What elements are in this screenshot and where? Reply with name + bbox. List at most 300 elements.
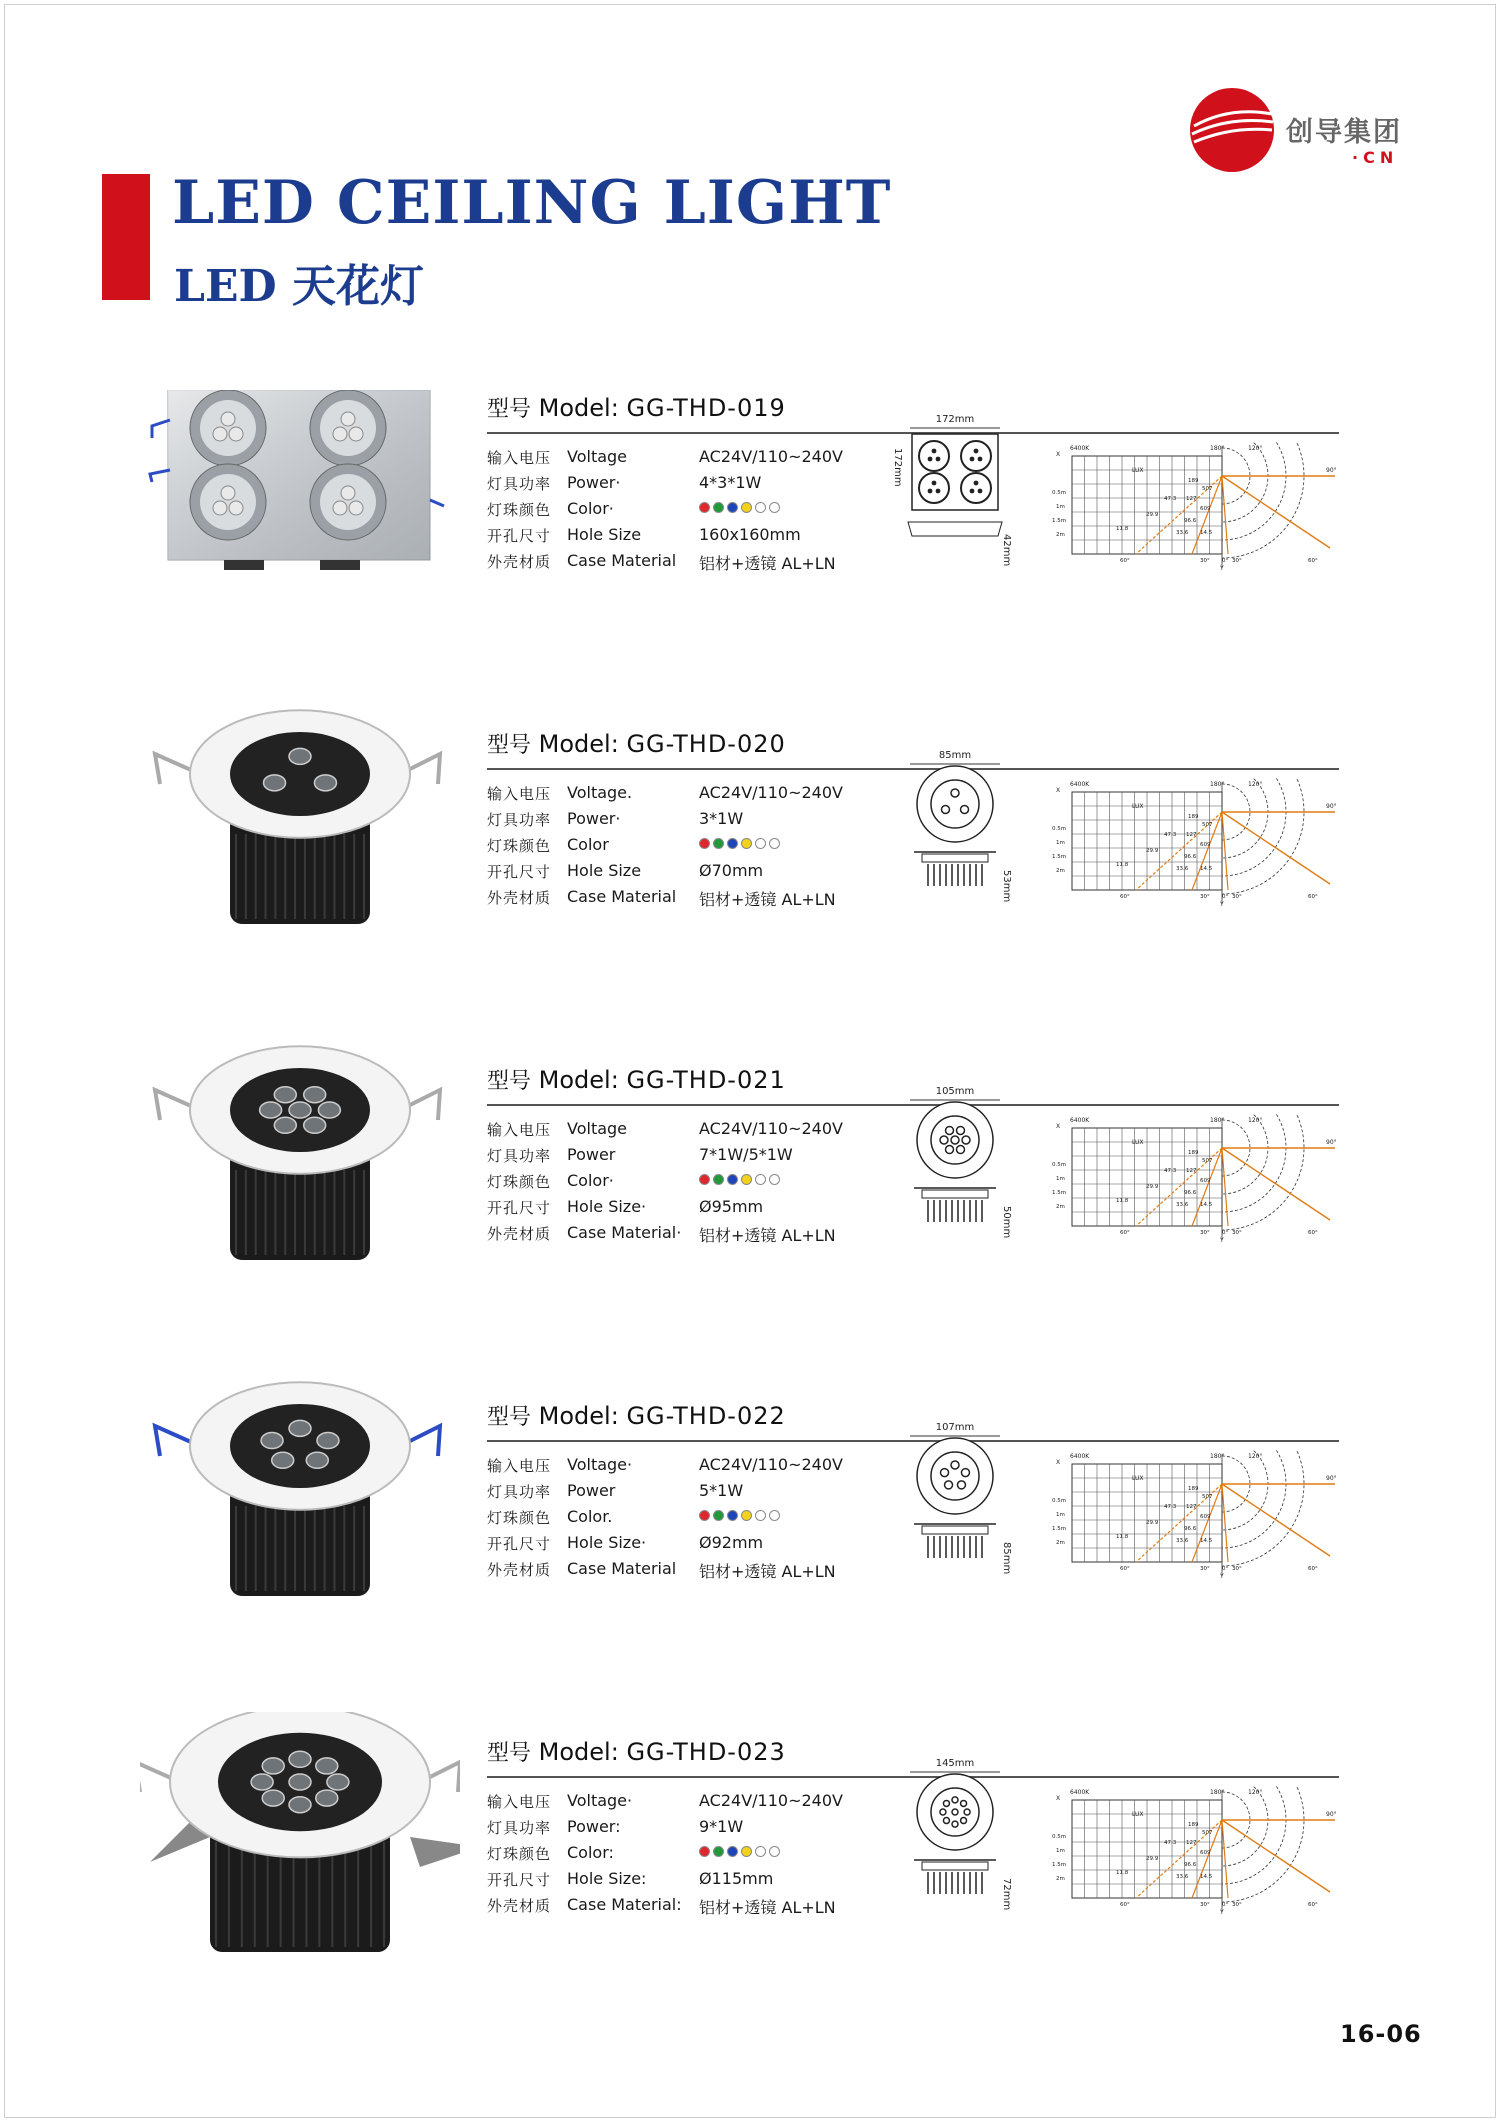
hole-size-label-en: Hole Size· <box>567 1533 647 1552</box>
dimension-drawing <box>900 1086 1010 1246</box>
led-lens <box>304 1117 326 1133</box>
cct-label: 6400K <box>1070 1789 1090 1796</box>
led-mark <box>961 1818 967 1824</box>
led-mark <box>957 1126 965 1134</box>
led-lens <box>274 1117 296 1133</box>
angle-label: 30° <box>1232 1230 1242 1236</box>
height-dimension-label: 50mm <box>1001 1206 1012 1239</box>
angle-label: 120° <box>1248 1789 1263 1796</box>
lux-value: 189 <box>1188 478 1199 484</box>
case-material-value: 铝材+透镜 AL+LN <box>699 1898 836 1917</box>
product-photo <box>140 1712 460 1972</box>
lux-value: 609 <box>1200 842 1211 848</box>
spec-row-hole-size <box>487 858 907 884</box>
model-code: GG-THD-023 <box>626 1738 786 1766</box>
lux-value: 33.6 <box>1176 1874 1189 1880</box>
angle-label: 180° <box>1210 1789 1225 1796</box>
spec-row-case-material <box>487 1892 907 1918</box>
voltage-label-cn: 输入电压 <box>487 785 552 803</box>
led-lens <box>251 1774 273 1790</box>
product-image <box>140 1712 460 1972</box>
led-mark <box>941 1469 949 1477</box>
voltage-label-en: Voltage. <box>567 783 633 802</box>
lux-value: 96.6 <box>1184 1190 1197 1196</box>
spec-list <box>487 1116 907 1246</box>
axis-y-label: Y <box>1220 1573 1224 1580</box>
page-title: LED CEILING LIGHT <box>172 168 892 238</box>
power-label-en: Power <box>567 1481 616 1500</box>
lux-value: 127 <box>1186 832 1197 838</box>
photometric-chart <box>1050 1114 1345 1244</box>
case-material-label-cn: 外壳材质 <box>487 1225 552 1243</box>
model-label-en: Model: <box>538 1402 619 1430</box>
power-label-cn: 灯具功率 <box>487 1147 552 1165</box>
lux-value: 14.5 <box>1200 1538 1213 1544</box>
spec-row-case-material <box>487 1220 907 1246</box>
angle-label: 60° <box>1308 1902 1318 1908</box>
product-gg-thd-022 <box>0 1400 1500 1700</box>
angle-label: 90° <box>1326 1139 1337 1146</box>
page-subtitle: LED 天花灯 <box>174 261 424 312</box>
color-swatch <box>727 502 738 513</box>
lux-label: LUX <box>1132 803 1144 810</box>
angle-label: 30° <box>1232 558 1242 564</box>
distance-label: 1.5m <box>1052 518 1067 524</box>
color-swatch <box>755 838 766 849</box>
angle-label: 0° <box>1222 558 1229 564</box>
product-gg-thd-019 <box>0 392 1500 692</box>
beam-line <box>1222 1484 1228 1562</box>
angle-label: 30° <box>1232 1902 1242 1908</box>
angle-label: 0° <box>1222 1902 1229 1908</box>
distance-label: 1m <box>1056 1512 1065 1518</box>
case-material-value: 铝材+透镜 AL+LN <box>699 1226 836 1245</box>
angle-label: 0° <box>1222 1566 1229 1572</box>
led-mark <box>943 1818 949 1824</box>
lux-value: 29.9 <box>1146 1856 1159 1862</box>
led-lens <box>272 1452 294 1468</box>
distance-label: 2m <box>1056 1876 1065 1882</box>
lux-label: LUX <box>1132 467 1144 474</box>
lux-value: 189 <box>1188 1486 1199 1492</box>
cct-label: 6400K <box>1070 781 1090 788</box>
lux-value: 609 <box>1200 1514 1211 1520</box>
color-swatch <box>699 1846 710 1857</box>
cct-label: 6400K <box>1070 445 1090 452</box>
led-mark <box>957 1481 965 1489</box>
axis-x-label: X <box>1056 787 1061 794</box>
lux-value: 33.6 <box>1176 1202 1189 1208</box>
lux-value: 14.5 <box>1200 1202 1213 1208</box>
voltage-label-en: Voltage· <box>567 1455 633 1474</box>
lux-value: 29.9 <box>1146 848 1159 854</box>
led-lens <box>289 1774 311 1790</box>
power-label-cn: 灯具功率 <box>487 475 552 493</box>
angle-label: 60° <box>1120 1566 1130 1572</box>
spec-row-color <box>487 1168 907 1194</box>
photometric-chart <box>1050 1450 1345 1580</box>
color-swatch <box>727 1174 738 1185</box>
model-label-cn: 型号 <box>487 397 532 422</box>
led-mark <box>936 489 941 494</box>
axis-y-label: Y <box>1220 565 1224 572</box>
spec-row-case-material <box>487 1556 907 1582</box>
color-label-en: Color· <box>567 1171 614 1190</box>
voltage-label-cn: 输入电压 <box>487 449 552 467</box>
lux-value: 29.9 <box>1146 1520 1159 1526</box>
color-swatches <box>699 502 780 513</box>
led-mark <box>936 457 941 462</box>
distance-label: 1m <box>1056 1176 1065 1182</box>
color-swatch <box>699 838 710 849</box>
angle-label: 30° <box>1200 894 1210 900</box>
lux-value: 33.6 <box>1176 1538 1189 1544</box>
side-dimension-label: 172mm <box>892 448 903 487</box>
distance-label: 2m <box>1056 532 1065 538</box>
distance-label: 1m <box>1056 1848 1065 1854</box>
led-mark <box>940 1136 948 1144</box>
spec-row-voltage <box>487 1116 907 1142</box>
led-mark <box>970 457 975 462</box>
distance-label: 0.5m <box>1052 826 1067 832</box>
color-swatch <box>713 502 724 513</box>
led-mark <box>932 481 937 486</box>
distance-label: 2m <box>1056 1204 1065 1210</box>
led-mark <box>951 1461 959 1469</box>
led-mark <box>946 1126 954 1134</box>
distance-label: 2m <box>1056 1540 1065 1546</box>
color-swatch <box>713 1846 724 1857</box>
lux-value: 11.8 <box>1116 862 1129 868</box>
voltage-value: AC24V/110~240V <box>699 1119 843 1138</box>
height-dimension-label: 42mm <box>1001 534 1012 567</box>
lux-value: 47.3 <box>1164 1504 1177 1510</box>
lux-value: 96.6 <box>1184 1526 1197 1532</box>
case-material-value: 铝材+透镜 AL+LN <box>699 554 836 573</box>
led-lens <box>289 1751 311 1767</box>
led-mark <box>957 1146 965 1154</box>
model-heading <box>487 392 786 423</box>
color-swatch <box>741 838 752 849</box>
angle-label: 30° <box>1232 1566 1242 1572</box>
spec-list <box>487 780 907 910</box>
case-material-label-en: Case Material <box>567 1559 677 1578</box>
angle-label: 30° <box>1200 1566 1210 1572</box>
voltage-value: AC24V/110~240V <box>699 1455 843 1474</box>
color-swatch <box>727 838 738 849</box>
led-mark <box>946 1146 954 1154</box>
angle-label: 60° <box>1120 1230 1130 1236</box>
led-mark <box>962 1136 970 1144</box>
led-lens <box>327 1774 349 1790</box>
led-lens <box>341 412 355 426</box>
power-label-cn: 灯具功率 <box>487 1819 552 1837</box>
led-mark <box>928 457 933 462</box>
power-label-cn: 灯具功率 <box>487 811 552 829</box>
color-label-en: Color: <box>567 1843 614 1862</box>
led-lens <box>333 427 347 441</box>
color-swatch <box>769 1846 780 1857</box>
product-gg-thd-020 <box>0 728 1500 1028</box>
color-swatch <box>769 1174 780 1185</box>
led-lens <box>229 501 243 515</box>
distance-label: 0.5m <box>1052 1162 1067 1168</box>
color-swatches <box>699 1846 780 1857</box>
case-material-label-en: Case Material: <box>567 1895 682 1914</box>
dimension-drawing <box>900 1422 1010 1582</box>
lux-value: 29.9 <box>1146 512 1159 518</box>
led-mark <box>928 489 933 494</box>
spec-row-power <box>487 806 907 832</box>
axis-y-label: Y <box>1220 1237 1224 1244</box>
lux-value: 507 <box>1202 822 1213 828</box>
spec-row-power <box>487 1142 907 1168</box>
height-dimension-label: 72mm <box>1001 1878 1012 1911</box>
hole-size-value: Ø115mm <box>699 1869 774 1888</box>
color-label-cn: 灯珠颜色 <box>487 837 552 855</box>
color-swatch <box>713 1174 724 1185</box>
angle-label: 0° <box>1222 894 1229 900</box>
case-material-label-cn: 外壳材质 <box>487 889 552 907</box>
spec-list <box>487 1788 907 1918</box>
color-label-en: Color. <box>567 1507 613 1526</box>
lux-value: 189 <box>1188 1822 1199 1828</box>
beam-line <box>1222 476 1228 554</box>
led-mark <box>952 1821 958 1827</box>
led-mark <box>945 1481 953 1489</box>
lux-value: 14.5 <box>1200 1874 1213 1880</box>
model-heading <box>487 728 786 759</box>
spec-row-voltage <box>487 1452 907 1478</box>
led-mark <box>961 806 969 814</box>
width-dimension-label: 172mm <box>935 414 975 425</box>
beam-line <box>1222 1820 1228 1898</box>
power-value: 4*3*1W <box>699 473 762 492</box>
spec-list <box>487 1452 907 1582</box>
color-swatch <box>713 838 724 849</box>
spec-row-color <box>487 496 907 522</box>
led-lens <box>260 1102 282 1118</box>
hole-size-label-cn: 开孔尺寸 <box>487 1871 552 1889</box>
distance-label: 1.5m <box>1052 1862 1067 1868</box>
model-label-en: Model: <box>538 730 619 758</box>
product-photo <box>140 1376 460 1636</box>
angle-label: 120° <box>1248 445 1263 452</box>
angle-label: 90° <box>1326 1475 1337 1482</box>
hole-size-value: Ø95mm <box>699 1197 764 1216</box>
hole-size-label-cn: 开孔尺寸 <box>487 1199 552 1217</box>
dimension-drawing <box>900 1758 1010 1918</box>
power-value: 7*1W/5*1W <box>699 1145 793 1164</box>
axis-x-label: X <box>1056 1795 1061 1802</box>
led-mark <box>961 1469 969 1477</box>
spec-row-voltage <box>487 1788 907 1814</box>
case-material-label-cn: 外壳材质 <box>487 553 552 571</box>
led-lens <box>318 1102 340 1118</box>
led-lens <box>289 1102 311 1118</box>
model-label-en: Model: <box>538 394 619 422</box>
hole-size-label-en: Hole Size <box>567 861 642 880</box>
cct-label: 6400K <box>1070 1453 1090 1460</box>
led-lens <box>221 412 235 426</box>
hole-size-value: 160x160mm <box>699 525 801 544</box>
lux-value: 609 <box>1200 1850 1211 1856</box>
color-swatch <box>755 1174 766 1185</box>
spec-row-case-material <box>487 884 907 910</box>
axis-y-label: Y <box>1220 901 1224 908</box>
hole-size-value: Ø70mm <box>699 861 764 880</box>
width-dimension-label: 105mm <box>935 1086 975 1097</box>
color-swatches <box>699 1510 780 1521</box>
color-label-en: Color <box>567 835 609 854</box>
logo-brand-text: 创导集团 <box>1286 117 1402 148</box>
lux-value: 11.8 <box>1116 1870 1129 1876</box>
hole-size-label-cn: 开孔尺寸 <box>487 527 552 545</box>
led-lens <box>289 1797 311 1813</box>
angle-label: 60° <box>1308 1230 1318 1236</box>
color-label-cn: 灯珠颜色 <box>487 1845 552 1863</box>
led-lens <box>316 1758 338 1774</box>
case-material-label-cn: 外壳材质 <box>487 1561 552 1579</box>
model-label-en: Model: <box>538 1738 619 1766</box>
angle-label: 180° <box>1210 1117 1225 1124</box>
spec-row-color <box>487 832 907 858</box>
color-swatch <box>727 1846 738 1857</box>
color-label-cn: 灯珠颜色 <box>487 1173 552 1191</box>
distance-label: 0.5m <box>1052 1834 1067 1840</box>
voltage-value: AC24V/110~240V <box>699 783 843 802</box>
product-photo <box>140 390 460 650</box>
title-accent-bar <box>102 174 150 300</box>
lux-value: 507 <box>1202 1830 1213 1836</box>
hole-size-label-cn: 开孔尺寸 <box>487 1535 552 1553</box>
led-mark <box>932 449 937 454</box>
led-lens <box>262 1758 284 1774</box>
lux-value: 96.6 <box>1184 518 1197 524</box>
lux-value: 127 <box>1186 1168 1197 1174</box>
lux-value: 507 <box>1202 1158 1213 1164</box>
angle-label: 30° <box>1200 1230 1210 1236</box>
power-value: 5*1W <box>699 1481 744 1500</box>
lux-value: 33.6 <box>1176 530 1189 536</box>
led-lens <box>262 1790 284 1806</box>
logo-disc-icon <box>1190 88 1274 172</box>
angle-label: 0° <box>1222 1230 1229 1236</box>
product-gg-thd-023 <box>0 1736 1500 2036</box>
angle-label: 30° <box>1200 558 1210 564</box>
led-lens <box>304 1087 326 1103</box>
power-label-cn: 灯具功率 <box>487 1483 552 1501</box>
color-swatch <box>699 1174 710 1185</box>
led-mark <box>952 1797 958 1803</box>
model-heading <box>487 1064 786 1095</box>
company-logo <box>1190 88 1430 174</box>
lux-label: LUX <box>1132 1475 1144 1482</box>
led-mark <box>978 457 983 462</box>
model-label-en: Model: <box>538 1066 619 1094</box>
angle-label: 120° <box>1248 781 1263 788</box>
led-lens <box>306 1452 328 1468</box>
angle-label: 60° <box>1308 1566 1318 1572</box>
beam-line <box>1222 1148 1228 1226</box>
case-material-label-cn: 外壳材质 <box>487 1897 552 1915</box>
distance-label: 1.5m <box>1052 1190 1067 1196</box>
voltage-label-en: Voltage <box>567 1119 628 1138</box>
product-image <box>140 1376 460 1636</box>
distance-label: 1.5m <box>1052 1526 1067 1532</box>
spec-row-color <box>487 1840 907 1866</box>
color-swatch <box>741 1174 752 1185</box>
spec-row-power <box>487 470 907 496</box>
color-swatch <box>755 502 766 513</box>
color-swatch <box>741 1846 752 1857</box>
led-mark <box>978 489 983 494</box>
width-dimension-label: 145mm <box>935 1758 975 1769</box>
distance-label: 0.5m <box>1052 490 1067 496</box>
angle-label: 60° <box>1308 558 1318 564</box>
spec-row-hole-size <box>487 1530 907 1556</box>
lux-value: 609 <box>1200 1178 1211 1184</box>
angle-label: 120° <box>1248 1117 1263 1124</box>
width-dimension-label: 85mm <box>938 750 972 761</box>
beam-line <box>1222 812 1228 890</box>
lux-value: 14.5 <box>1200 866 1213 872</box>
case-material-label-en: Case Material· <box>567 1223 682 1242</box>
color-swatch <box>741 502 752 513</box>
led-lens <box>213 427 227 441</box>
led-mark <box>964 1809 970 1815</box>
led-lens <box>289 1420 311 1436</box>
product-photo <box>140 704 460 964</box>
hole-size-value: Ø92mm <box>699 1533 764 1552</box>
led-lens <box>341 486 355 500</box>
axis-y-label: Y <box>1220 1909 1224 1916</box>
angle-label: 60° <box>1120 894 1130 900</box>
lux-value: 127 <box>1186 1504 1197 1510</box>
lux-value: 14.5 <box>1200 530 1213 536</box>
distance-label: 0.5m <box>1052 1498 1067 1504</box>
led-lens <box>314 775 336 791</box>
color-swatch <box>699 502 710 513</box>
hole-size-label-cn: 开孔尺寸 <box>487 863 552 881</box>
lux-value: 29.9 <box>1146 1184 1159 1190</box>
led-mark <box>974 481 979 486</box>
voltage-value: AC24V/110~240V <box>699 447 843 466</box>
angle-label: 90° <box>1326 1811 1337 1818</box>
page-number: 16-06 <box>1340 2020 1422 2048</box>
product-image <box>140 390 460 650</box>
height-dimension-label: 85mm <box>1001 1542 1012 1575</box>
case-material-label-en: Case Material <box>567 887 677 906</box>
angle-label: 90° <box>1326 803 1337 810</box>
voltage-value: AC24V/110~240V <box>699 1791 843 1810</box>
led-lens <box>316 1790 338 1806</box>
lux-value: 47.3 <box>1164 832 1177 838</box>
color-swatch <box>769 502 780 513</box>
spec-row-power <box>487 1478 907 1504</box>
lux-value: 47.3 <box>1164 1840 1177 1846</box>
color-swatch <box>769 1510 780 1521</box>
power-label-en: Power: <box>567 1817 621 1836</box>
model-label-cn: 型号 <box>487 1069 532 1094</box>
color-swatches <box>699 1174 780 1185</box>
color-swatches <box>699 838 780 849</box>
power-label-en: Power· <box>567 473 621 492</box>
distance-label: 1.5m <box>1052 854 1067 860</box>
led-lens <box>317 1433 339 1449</box>
angle-label: 60° <box>1120 558 1130 564</box>
led-lens <box>229 427 243 441</box>
